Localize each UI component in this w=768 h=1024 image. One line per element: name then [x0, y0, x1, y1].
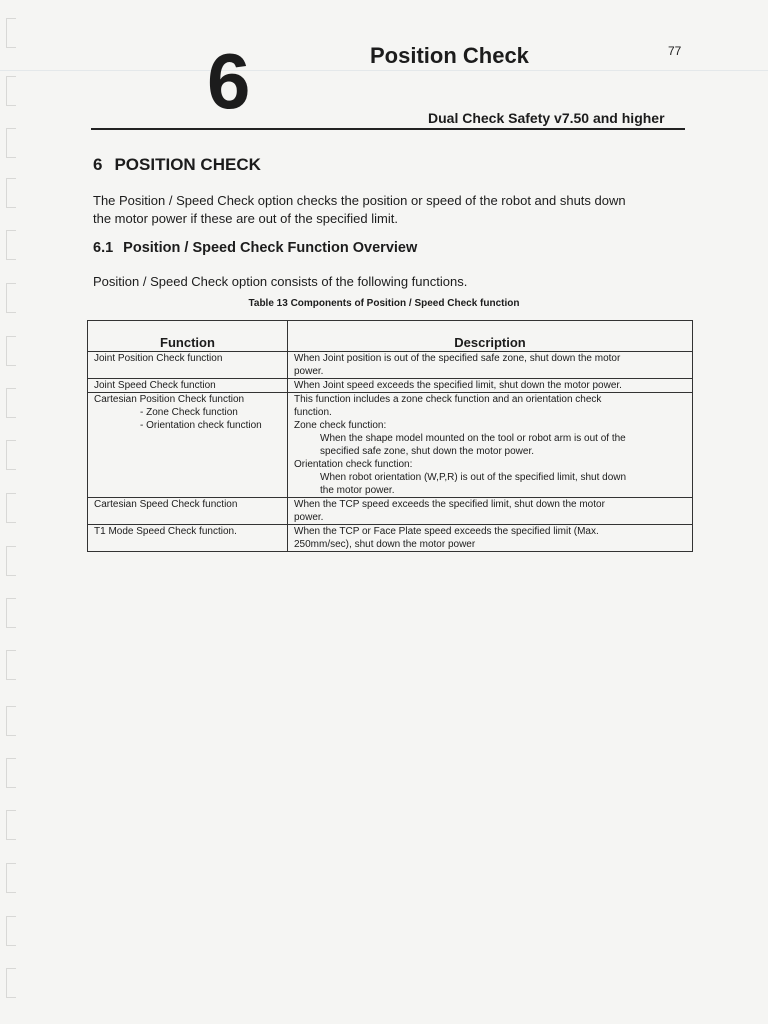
function-line: - Zone Check function	[140, 407, 238, 418]
description-line: When the TCP or Face Plate speed exceeds the specified limit (Max.	[294, 526, 599, 537]
description-line: This function includes a zone check function and an orientation check	[294, 394, 602, 405]
header-subtitle: Dual Check Safety v7.50 and higher	[428, 110, 665, 126]
description-line: function.	[294, 407, 332, 418]
section-heading	[93, 155, 261, 175]
description-line: When robot orientation (W,P,R) is out of the specified limit, shut down	[320, 472, 627, 483]
description-line: power.	[294, 366, 324, 377]
description-line: When the shape model mounted on the tool or robot arm is out of the	[320, 433, 626, 444]
function-line: Cartesian Position Check function	[94, 394, 245, 405]
description-line: When Joint position is out of the specified safe zone, shut down the motor	[294, 353, 621, 364]
components-table	[87, 320, 693, 552]
description-line: power.	[294, 512, 324, 523]
function-line: T1 Mode Speed Check function.	[94, 526, 237, 537]
subsection-text: Position / Speed Check option consists of the following functions.	[93, 274, 468, 289]
intro-line: the motor power if these are out of the specified limit.	[93, 211, 398, 226]
function-cell	[88, 352, 288, 379]
description-cell	[288, 352, 693, 379]
description-line: Orientation check function:	[294, 459, 413, 470]
function-cell	[88, 379, 288, 393]
header-description: Description	[288, 321, 693, 352]
section-intro	[93, 192, 693, 228]
function-cell	[88, 393, 288, 498]
function-line: Joint Speed Check function	[94, 380, 216, 391]
subsection-heading	[93, 240, 417, 256]
description-cell	[288, 525, 693, 552]
table-row	[88, 525, 693, 552]
header-function: Function	[88, 321, 288, 352]
description-cell	[288, 379, 693, 393]
section-title: POSITION CHECK	[114, 155, 261, 174]
function-line: Cartesian Speed Check function	[94, 499, 238, 510]
table-caption: Table 13 Components of Position / Speed Check function	[248, 298, 520, 309]
description-line: When Joint speed exceeds the specified limit, shut down the motor power.	[294, 380, 622, 391]
table-row	[88, 498, 693, 525]
description-cell	[288, 393, 693, 498]
function-line: - Orientation check function	[140, 420, 262, 431]
page-number: 77	[668, 44, 682, 58]
table-row	[88, 393, 693, 498]
header-title: Position Check	[370, 43, 529, 68]
subsection-title: Position / Speed Check Function Overview	[123, 240, 418, 256]
description-line: Zone check function:	[294, 420, 387, 431]
table-row	[88, 352, 693, 379]
chapter-number: 6	[207, 37, 250, 125]
table-header-row	[88, 321, 693, 352]
subsection-number: 6.1	[93, 240, 114, 256]
function-line: Joint Position Check function	[94, 353, 223, 364]
intro-line: The Position / Speed Check option checks the position or speed of the robot and shuts down	[93, 193, 626, 208]
description-line: 250mm/sec), shut down the motor power	[294, 539, 476, 550]
function-cell	[88, 525, 288, 552]
description-line: specified safe zone, shut down the motor power.	[320, 446, 535, 457]
section-number: 6	[93, 155, 103, 174]
description-line: the motor power.	[320, 485, 395, 496]
function-cell	[88, 498, 288, 525]
page-fold-line	[0, 70, 768, 71]
description-line: When the TCP speed exceeds the specified limit, shut down the motor	[294, 499, 605, 510]
description-cell	[288, 498, 693, 525]
table-row	[88, 379, 693, 393]
header-divider	[91, 128, 685, 130]
